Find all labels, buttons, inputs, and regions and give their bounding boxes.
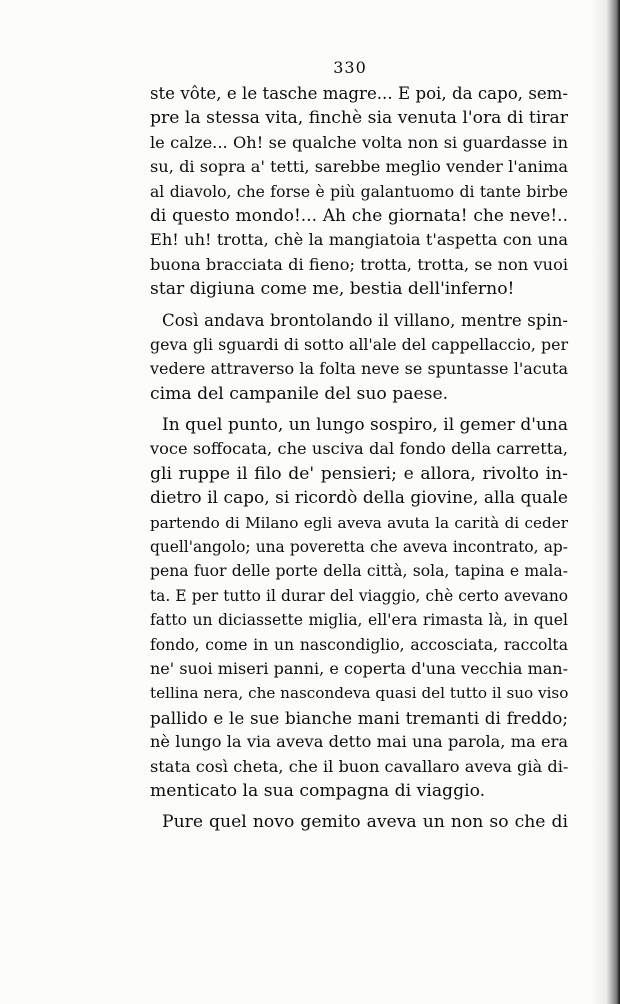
text-line: vedere attraverso la folta neve se spuntasse l'acuta [150,359,568,379]
text-line: star digiuna come me, bestia dell'inferno! [150,279,515,300]
text-line: pallido e le sue bianche mani tremanti di freddo; [150,707,568,728]
text-line: le calze... Oh! se qualche volta non si guardasse in [150,132,568,152]
text-line: tellina nera, che nascondeva quasi del tutto il suo viso [150,684,569,703]
text-line: ne' suoi miseri panni, e coperta d'una vecchia man- [150,658,568,678]
text-line: fondo, come in un nascondiglio, accosciata, raccolta [150,635,568,654]
body-text [150,82,568,835]
paragraph [150,82,568,302]
text-line: stata così cheta, che il buon cavallaro aveva già di- [150,756,569,776]
page-number: 330 [333,58,367,77]
text-line: partendo di Milano egli aveva avuta la carità di ceder [150,513,568,532]
text-line: Pure quel novo gemito aveva un non so che di [162,812,568,833]
text-line: al diavolo, che forse è più galantuomo di tante birbe [150,182,568,201]
text-line: ta. E per tutto il durar del viaggio, chè certo avevano [150,586,568,605]
text-line: pre la stessa vita, finchè sia venuta l'ora di tirar [150,108,568,129]
text-line: nè lungo la via aveva detto mai una parola, ma era [150,732,568,752]
text-line: su, di sopra a' tetti, sarebbe meglio vender l'anima [150,157,568,177]
text-line: Eh! uh! trotta, chè la mangiatoia t'aspetta con una [150,230,568,250]
text-line: gli ruppe il filo de' pensieri; e allora, rivolto in- [150,463,568,484]
text-line: Così andava brontolando il villano, mentre spin- [162,310,568,330]
text-line: menticato la sua compagna di viaggio. [150,780,486,801]
page-edge-shadow [590,0,620,1004]
text-line: ste vôte, e le tasche magre... E poi, da capo, sem- [150,84,568,103]
text-line: In quel punto, un lungo sospiro, il gemer d'una [162,415,568,436]
text-line: dietro il capo, si ricordò della giovine, alla quale [150,488,568,509]
paragraph [150,810,568,834]
text-line: quell'angolo; una poveretta che aveva incontrato, ap- [150,538,568,557]
text-line: pena fuor delle porte della città, sola, tapina e mala- [150,562,568,581]
text-line: fatto un diciassette miglia, ell'era rimasta là, in quel [150,611,568,630]
text-line: di questo mondo!... Ah che giornata! che neve!.. [150,205,568,226]
text-line: buona bracciata di fieno; trotta, trotta, se non vuoi [150,254,568,274]
text-line: geva gli sguardi di sotto all'ale del cappellaccio, per [150,334,568,354]
paragraph [150,309,568,407]
paragraph [150,413,568,803]
text-line: cima del campanile del suo paese. [150,383,449,404]
text-line: voce soffocata, che usciva dal fondo della carretta, [150,439,568,459]
